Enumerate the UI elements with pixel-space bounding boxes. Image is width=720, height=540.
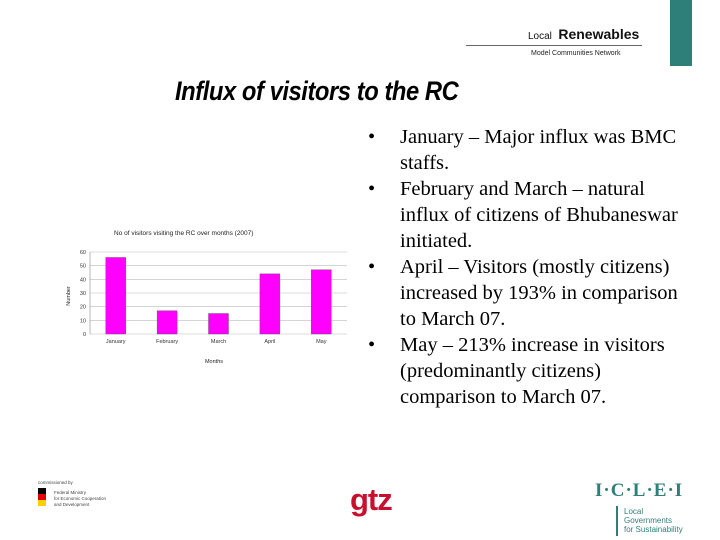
chart-x-axis-label: Months — [204, 359, 224, 365]
bar-february — [157, 311, 177, 334]
x-tick-label: April — [264, 339, 276, 345]
x-tick-label: March — [210, 339, 227, 345]
bullet-list — [368, 124, 688, 410]
y-tick-label: 20 — [79, 304, 86, 311]
sponsor-line: for Economic Cooperation — [54, 496, 107, 501]
header-accent-bar — [670, 0, 692, 66]
chart-y-axis-label: Number — [66, 286, 72, 306]
bar-may — [311, 270, 331, 334]
visitors-bar-chart — [62, 222, 347, 372]
sponsor-text — [38, 480, 73, 486]
sponsor-line: commissioned by — [38, 480, 73, 485]
bullet-text: February and March – natural influx of citizens of Bhubaneswar initiated. — [400, 178, 678, 252]
sponsor-line: Federal Ministry — [54, 490, 87, 495]
sponsor-ministry — [54, 490, 106, 508]
bullet-text: January – Major influx was BMC staffs. — [400, 126, 677, 174]
y-tick-label: 40 — [79, 277, 86, 284]
x-tick-label: February — [156, 339, 179, 345]
brand-divider — [466, 45, 642, 46]
y-tick-label: 60 — [79, 250, 86, 256]
bullet-item — [368, 254, 688, 332]
bar-april — [260, 274, 280, 334]
bullet-text: May – 213% increase in visitors (predominantly citizens) comparison to March 07. — [400, 334, 665, 408]
german-flag-icon — [38, 488, 46, 506]
bullet-item — [368, 176, 688, 254]
y-tick-label: 10 — [79, 318, 86, 325]
sponsor-line: and Development — [54, 502, 90, 507]
bullet-dot-icon: • — [368, 334, 376, 356]
iclei-tagline-line: Governments — [624, 516, 673, 525]
brand-big-text: Renewables — [558, 26, 640, 42]
chart-x-ticks — [106, 339, 327, 345]
bar-march — [209, 314, 229, 335]
bullet-dot-icon: • — [368, 126, 376, 148]
bullet-dot-icon: • — [368, 256, 376, 278]
chart-bars — [106, 257, 332, 334]
chart-title: No of visitors visiting the RC over months (2007) — [114, 230, 254, 237]
x-tick-label: May — [316, 339, 327, 345]
brand-name — [528, 26, 639, 44]
y-tick-label: 50 — [79, 263, 86, 270]
iclei-tagline-line: Local — [624, 507, 644, 516]
bullet-item — [368, 124, 688, 176]
iclei-tagline-line: for Sustainability — [624, 525, 683, 534]
bar-january — [106, 257, 126, 334]
iclei-divider — [616, 506, 618, 536]
bullet-text: April – Visitors (mostly citizens) increased by 193% in comparison to March 07. — [400, 256, 678, 330]
y-tick-label: 0 — [82, 332, 86, 338]
brand-small-text: Local — [528, 31, 552, 42]
gtz-logo: gtz — [350, 482, 392, 517]
iclei-tagline — [624, 507, 683, 534]
x-tick-label: January — [105, 339, 126, 345]
bullet-dot-icon: • — [368, 178, 376, 200]
slide-title: Influx of visitors to the RC — [175, 76, 459, 106]
iclei-logo: I·C·L·E·I — [595, 480, 684, 501]
y-tick-label: 30 — [79, 291, 86, 297]
bullet-item — [368, 332, 688, 410]
brand-subtitle: Model Communities Network — [531, 50, 621, 57]
chart-y-ticks — [80, 250, 86, 338]
